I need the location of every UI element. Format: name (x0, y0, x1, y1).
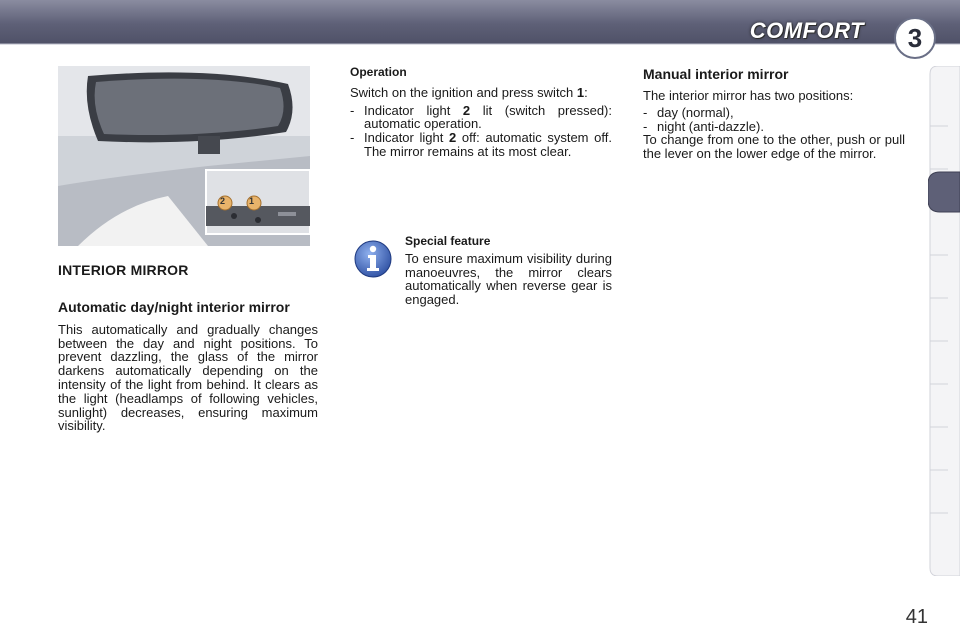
section-body: This automatically and gradually changes between the day and night positions. To prevent dazzling, the glass of the mirror darkens automatically depending on the intensity of the light from behind. It clears as the light (headlamps of following vehicles, sunlight) decreases, ensuring maximum visibility. (58, 321, 318, 434)
operation-bullet: - Indicator light 2 off: automatic system off. The mirror remains at its most clear. (350, 130, 612, 159)
chapter-number-badge: 3 (894, 17, 936, 59)
photo-label-1: 1 (249, 196, 255, 206)
middle-column (350, 66, 612, 159)
page-number: 41 (905, 606, 928, 628)
manual-mirror-title: Manual interior mirror (643, 66, 789, 82)
manual-mirror-intro: The interior mirror has two positions: (643, 88, 854, 103)
position-item: - night (anti-dazzle). (643, 118, 764, 134)
operation-title: Operation (350, 65, 407, 79)
info-icon (354, 239, 392, 279)
operation-intro: Switch on the ignition and press switch 1: (350, 84, 588, 100)
chapter-tabs (928, 66, 960, 576)
left-column (58, 264, 318, 433)
position-item: - day (normal), (643, 104, 734, 120)
interior-mirror-photo (58, 66, 310, 246)
manual-mirror-body: To change from one to the other, push or pull the lever on the lower edge of the mirror. (643, 132, 905, 162)
special-feature-body: To ensure maximum visibility during manoeuvres, the mirror clears automatically when reverse gear is engaged. (405, 250, 612, 308)
photo-label-2: 2 (220, 196, 226, 206)
right-column (643, 67, 905, 161)
operation-bullet: - Indicator light 2 lit (switch pressed): automatic operation. (350, 102, 612, 132)
chapter-title: COMFORT (749, 18, 864, 43)
section-title: INTERIOR MIRROR (58, 262, 189, 278)
special-feature (405, 235, 612, 307)
special-feature-title: Special feature (405, 234, 491, 248)
section-subtitle: Automatic day/night interior mirror (58, 298, 290, 315)
